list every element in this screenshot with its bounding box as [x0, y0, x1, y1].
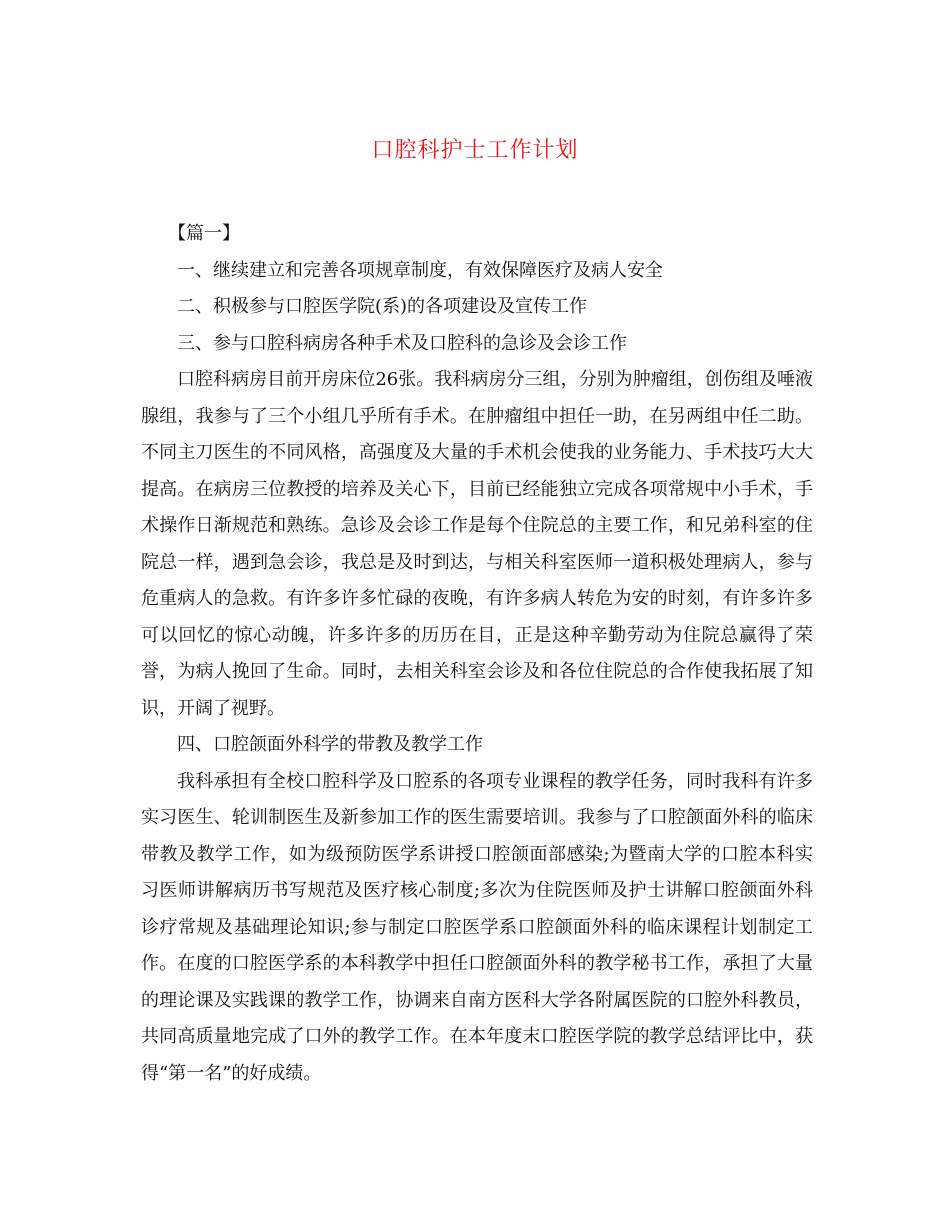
paragraph-2: 我科承担有全校口腔科学及口腔系的各项专业课程的教学任务，同时我科有许多实习医生、轮训制医生及新参加工作的医生需要培训。我参与了口腔颌面外科的临床带教及教学工作，如为级预防医学系讲授口腔颌面部感染;为暨南大学的口腔本科实习医师讲解病历书写规范及医疗核心制度;多次为住院医师及护士讲解口腔颌面外科诊疗常规及基础理论知识;参与制定口腔医学系口腔颌面外科的临床课程计划制定工作。在度的口腔医学系的本科教学中担任口腔颌面外科的教学秘书工作，承担了大量的理论课及实践课的教学工作，协调来自南方医科大学各附属医院的口腔外科教员，共同高质量地完成了口外的教学工作。在本年度末口腔医学院的教学总结评比中，获得“第一名”的好成绩。	[141, 770, 813, 1084]
item-2: 二、积极参与口腔医学院(系)的各项建设及宣传工作	[177, 296, 588, 317]
document-title: 口腔科护士工作计划	[371, 138, 579, 163]
item-1: 一、继续建立和完善各项规章制度，有效保障医疗及病人安全	[177, 259, 663, 281]
document-body	[141, 216, 813, 1092]
section-tag: 【篇一】	[168, 223, 240, 244]
paragraph-1: 口腔科病房目前开房床位26张。我科病房分三组，分别为肿瘤组，创伤组及唾液腺组，我参与了三个小组几乎所有手术。在肿瘤组中担任一助，在另两组中任二助。不同主刀医生的不同风格，高强度及大量的手术机会使我的业务能力、手术技巧大大提高。在病房三位教授的培养及关心下，目前已经能独立完成各项常规中小手术，手术操作日渐规范和熟练。急诊及会诊工作是每个住院总的主要工作，和兄弟科室的住院总一样，遇到急会诊，我总是及时到达，与相关科室医师一道积极处理病人，参与危重病人的急救。有许多许多忙碌的夜晚，有许多病人转危为安的时刻，有许多许多可以回忆的惊心动魄，许多许多的历历在目，正是这种辛勤劳动为住院总赢得了荣誉，为病人挽回了生命。同时，去相关科室会诊及和各位住院总的合作使我拓展了知识，开阔了视野。	[141, 369, 813, 719]
item-4: 四、口腔颌面外科学的带教及教学工作	[177, 734, 483, 755]
item-3: 三、参与口腔科病房各种手术及口腔科的急诊及会诊工作	[177, 332, 627, 354]
